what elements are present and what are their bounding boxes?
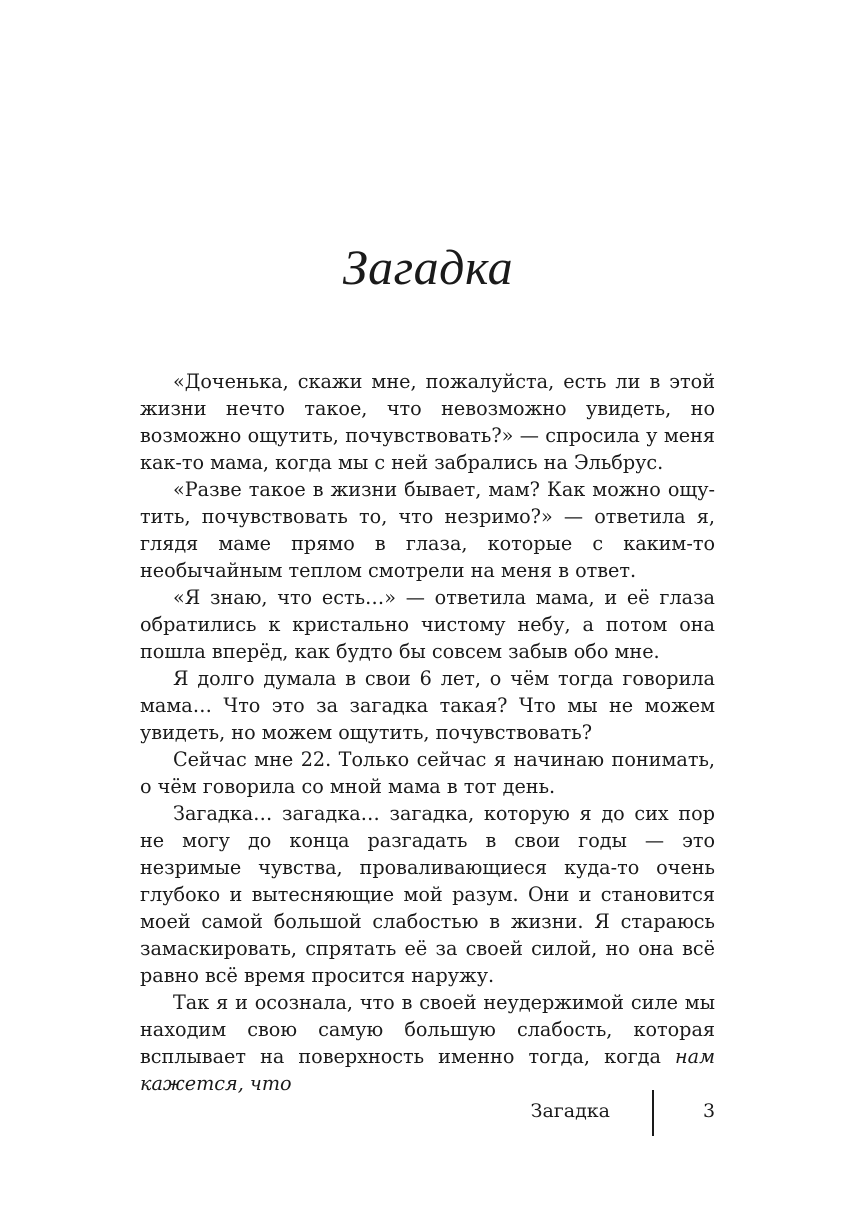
running-head: Загадка [530,1100,610,1122]
paragraph-3: «Я знаю, что есть…» — ответила мама, и её глаза обратились к кристально чистому небу, а потом она пошла вперёд, как будто бы совсем забыв обо мне. [140,586,715,663]
paragraph-7 [140,989,715,1097]
paragraph-7-text: Так я и осознала, что в своей неудержимой силе мы находим свою самую большую слабость, которая всплывает на поверхность именно тогда, когда [140,991,715,1068]
paragraph-5: Сейчас мне 22. Только сейчас я начинаю понимать, о чём говорила со мной мама в тот день. [140,748,715,798]
paragraph-7-italic: нам кажется, что [140,1045,715,1095]
body-text [140,368,715,1097]
footer-divider [652,1090,654,1136]
page-footer [0,1090,856,1138]
paragraph-2: «Разве такое в жизни бывает, мам? Как можно ощутить, почувствовать то, что незримо?» — ответила я, глядя маме прямо в глаза, которые с каким-то необычайным теплом смотрели на меня в ответ. [140,478,715,582]
paragraph-4: Я долго думала в свои 6 лет, о чём тогда говорила мама… Что это за загадка такая? Что мы не можем увидеть, но можем ощутить, почувствовать? [140,667,715,744]
paragraph-6: Загадка… загадка… загадка, которую я до сих пор не могу до конца разгадать в свои годы — это незримые чувства, проваливающиеся куда-то очень глубоко и вытесняющие мой разум. Они и становится моей самой большой слабостью в жизни. Я стараюсь замаскировать, спрятать её за своей силой, но она всё равно всё время просится наружу. [140,802,715,987]
paragraph-1: «Доченька, скажи мне, пожалуйста, есть ли в этой жизни нечто такое, что невозможно увидеть, но возможно ощутить, почувствовать?» — спросила у меня как-то мама, когда мы с ней забрались на Эльбрус. [140,370,715,474]
page-number: 3 [703,1100,716,1122]
chapter-title: Загадка [342,239,514,295]
